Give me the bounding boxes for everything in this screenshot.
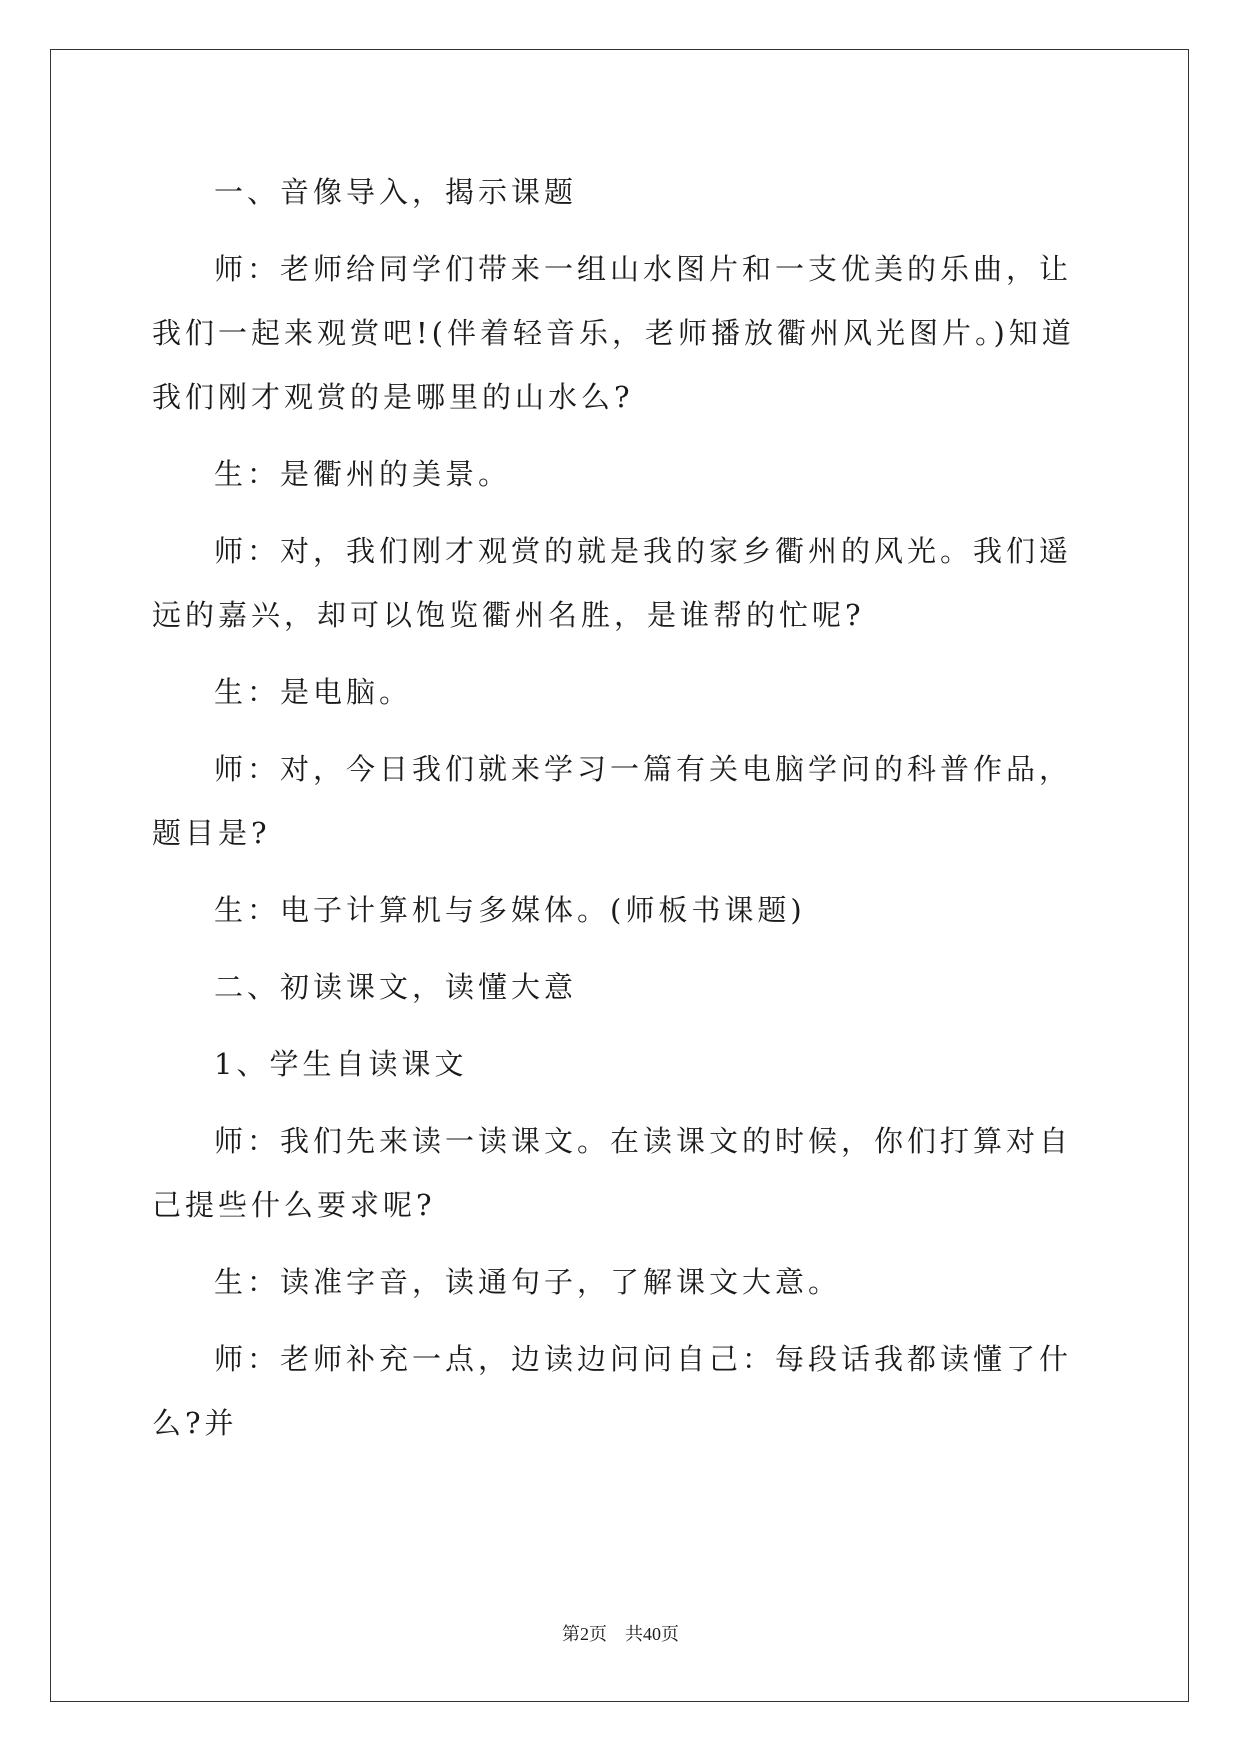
paragraph-teacher-5: 师：老师补充一点，边读边问问自己：每段话我都读懂了什么?并 [152,1342,1073,1440]
total-pages: 40 [643,1624,661,1644]
paragraph-section-heading-1: 一、音像导入，揭示课题 [214,175,578,209]
footer-gap [607,1624,625,1644]
document-body [152,160,1087,1468]
paragraph-teacher-2: 师：对，我们刚才观赏的就是我的家乡衢州的风光。我们遥远的嘉兴，却可以饱览衢州名胜，是谁帮的忙呢? [152,534,1073,632]
total-prefix: 共 [625,1624,643,1644]
paragraph-student-2: 生：是电脑。 [214,675,413,709]
paragraph-student-4: 生：读准字音，读通句子，了解课文大意。 [214,1265,842,1299]
page-prefix: 第 [562,1624,580,1644]
paragraph-teacher-1: 师：老师给同学们带来一组山水图片和一支优美的乐曲，让我们一起来观赏吧!(伴着轻音乐，老师播放衢州风光图片。)知道我们刚才观赏的是哪里的山水么? [152,252,1075,414]
paragraph-teacher-3: 师：对，今日我们就来学习一篇有关电脑学问的科普作品，题目是? [152,752,1073,850]
total-suffix: 页 [661,1624,679,1644]
page-footer [0,1620,1241,1646]
paragraph-student-1: 生：是衢州的美景。 [214,457,512,491]
paragraph-section-heading-2: 二、初读课文，读懂大意 [214,970,578,1004]
paragraph-subheading-1: 1、学生自读课文 [214,1047,468,1081]
page-number: 2 [580,1624,589,1644]
paragraph-student-3: 生：电子计算机与多媒体。(师板书课题) [214,893,806,927]
paragraph-teacher-4: 师：我们先来读一读课文。在读课文的时候，你们打算对自己提些什么要求呢? [152,1124,1073,1222]
page-suffix: 页 [589,1624,607,1644]
